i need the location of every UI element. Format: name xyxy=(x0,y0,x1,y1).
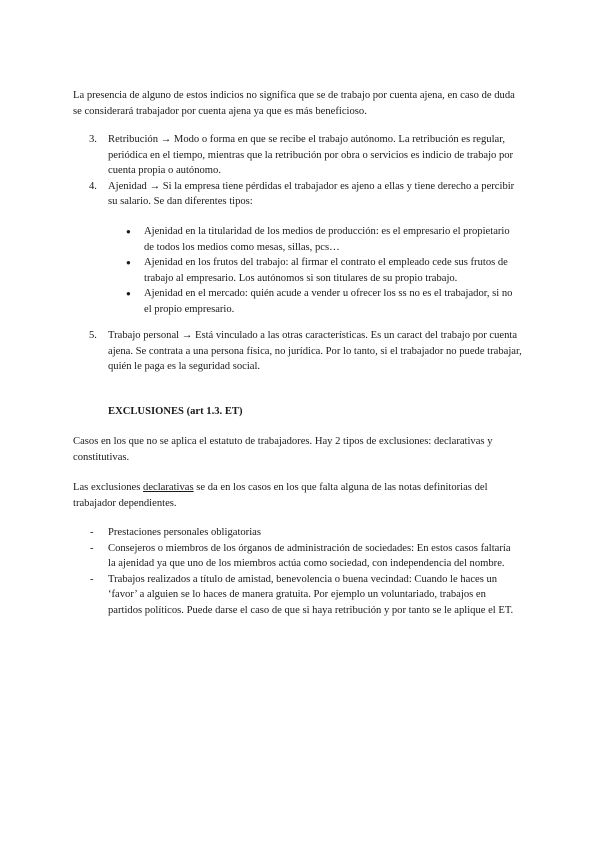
dash-marker: - xyxy=(90,527,94,538)
bullet-icon: ● xyxy=(126,258,131,267)
exclusions-dash-list xyxy=(0,525,600,618)
list-item-text: Ajenidad → Si la empresa tiene pérdidas el trabajador es ajeno a ellas y tiene derecho a percibir su salario. Se dan diferentes tipos: xyxy=(108,180,515,207)
dash-item xyxy=(0,572,520,619)
dash-item-text: Trabajos realizados a título de amistad, benevolencia o buena vecindad: Cuando le haces un ‘favor’ a alguien se lo haces de manera gratuita. Por ejemplo un voluntariado, trabajos en partidos políticos. Puede darse el caso de que si haya retribución y por tanto se le aplique el ET. xyxy=(108,573,514,616)
bullet-item-text: Ajenidad en el mercado: quién acude a vender u ofrecer los ss no es el trabajador, si no el propio empresario. xyxy=(144,288,513,315)
declarativas-underlined-term: declarativas xyxy=(143,482,194,493)
bullet-icon: ● xyxy=(126,227,131,236)
declarativas-paragraph xyxy=(73,480,523,511)
bullet-item xyxy=(0,286,522,317)
dash-marker: - xyxy=(90,542,94,554)
dash-marker: - xyxy=(90,573,94,585)
list-item xyxy=(0,179,523,210)
ajenidad-bullet-list xyxy=(0,224,600,317)
list-item xyxy=(0,132,523,179)
list-item-text: Trabajo personal → Está vinculado a las otras características. Es un caract del trabajo por cuenta ajena. Se contrata a una persona física, no jurídica. Por lo tanto, si el trabajador no puede trabajar, quién le paga es la seguridad social. xyxy=(108,330,522,372)
declarativas-prefix: Las exclusiones xyxy=(73,482,144,493)
dash-item xyxy=(0,525,520,541)
exclusions-intro-paragraph: Casos en los que no se aplica el estatuto de trabajadores. Hay 2 tipos de exclusiones: declarativas y constitutivas. xyxy=(73,436,493,463)
list-item xyxy=(0,328,523,375)
intro-paragraph: La presencia de alguno de estos indicios no significa que se de trabajo por cuenta ajena, en caso de duda se considerará trabajador por cuenta ajena ya que es más beneficioso. xyxy=(73,90,515,117)
numbered-list-continued xyxy=(0,328,600,375)
declarativas-suffix: se da en los casos en los que falta alguna de las notas definitorias del trabajador dependientes. xyxy=(73,482,488,509)
list-item-text: Retribución → Modo o forma en que se recibe el trabajo autónomo. La retribución es regular, periódica en el tiempo, mientras que la retribución por obra o servicios es indicio de trabajo por cuenta propia o autónomo. xyxy=(108,134,514,176)
numbered-list-characteristics xyxy=(0,132,600,210)
dash-item-text: Consejeros o miembros de los órganos de administración de sociedades: En estos casos faltaría la ajenidad ya que uno de los miembros actúa como sociedad, con independencia del nombre. xyxy=(108,542,511,569)
bullet-item xyxy=(0,255,522,286)
list-number: 3. xyxy=(89,134,97,145)
bullet-icon: ● xyxy=(126,289,131,298)
section-heading: EXCLUSIONES (art 1.3. ET) xyxy=(108,406,243,417)
list-number: 5. xyxy=(89,330,97,341)
list-number: 4. xyxy=(89,180,97,192)
dash-item-text: Prestaciones personales obligatorias xyxy=(108,527,261,538)
bullet-item xyxy=(0,224,522,255)
bullet-item-text: Ajenidad en la titularidad de los medios de producción: es el empresario el propietario de todos los medios como mesas, sillas, pcs… xyxy=(144,226,510,253)
bullet-item-text: Ajenidad en los frutos del trabajo: al firmar el contrato el empleado cede sus frutos de trabajo al empresario. Los autónomos si son titulares de su propio trabajo. xyxy=(144,257,508,284)
dash-item xyxy=(0,541,520,572)
